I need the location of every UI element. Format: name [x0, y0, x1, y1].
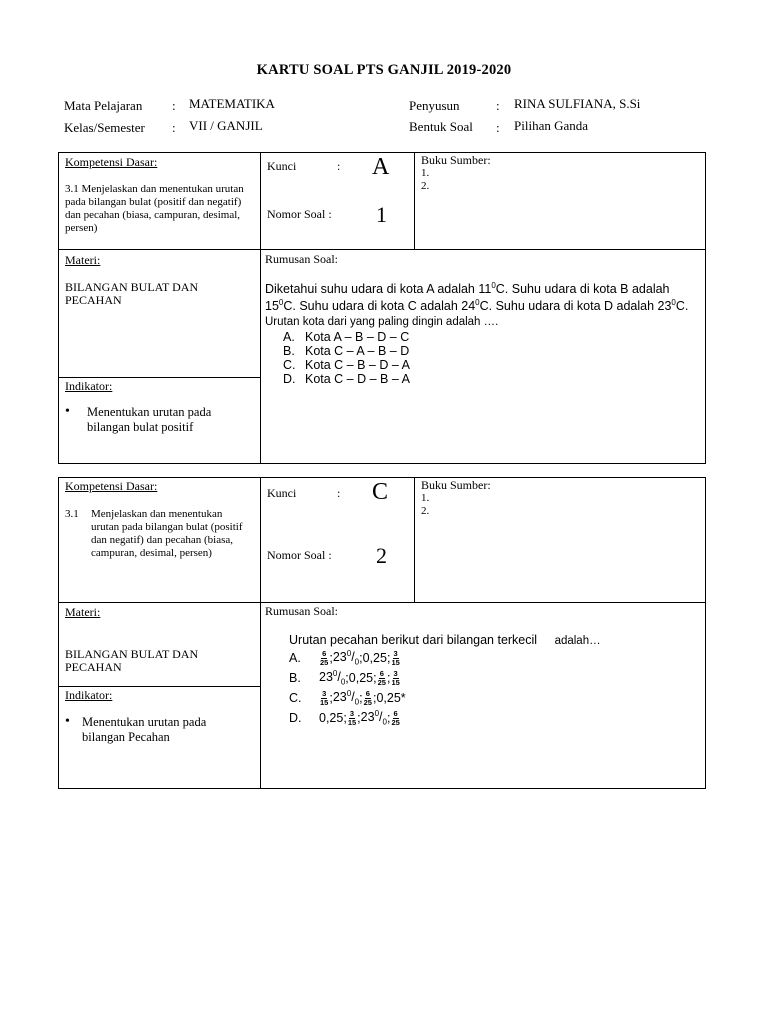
indikator-text: Menentukan urutan pada bilangan Pecahan — [82, 715, 207, 744]
indikator-item — [65, 405, 255, 435]
option-letter: C. — [289, 691, 302, 705]
fraction: $\frac{6}{25}$ — [320, 648, 329, 667]
option-c — [289, 688, 701, 708]
decimal-value: 0,25 — [362, 651, 387, 665]
separator: ; — [386, 651, 391, 665]
question-part: Diketahui suhu udara di kota A adalah 11 — [265, 282, 492, 297]
bentuk-colon: : — [496, 120, 500, 135]
kompetensi-dasar-cell — [65, 155, 255, 235]
question-tail: Urutan kota dari yang paling dingin adalah …. — [265, 316, 499, 329]
option-text: Kota C – A – B – D — [305, 344, 410, 359]
option-d — [283, 372, 701, 386]
rumusan-soal-cell — [265, 252, 701, 386]
penyusun-value: RINA SULFIANA, S.Si — [514, 96, 641, 111]
materi-text: BILANGAN BULAT DAN PECAHAN — [65, 647, 199, 674]
fraction: $\frac{6}{25}$ — [363, 688, 372, 707]
answer-mark: * — [400, 691, 406, 705]
options-list — [289, 648, 701, 728]
buku-sumber-cell — [421, 479, 701, 518]
kelas-label: Kelas/Semester — [64, 120, 145, 135]
question-card-1 — [58, 152, 706, 464]
kunci-value: C — [372, 479, 389, 505]
fraction: $\frac{3}{15}$ — [347, 708, 357, 727]
nomor-soal-value: 2 — [376, 543, 387, 568]
kelas-value: VII / GANJIL — [189, 118, 263, 133]
indikator-cell — [65, 688, 255, 745]
degree-sup: 0 — [491, 281, 496, 290]
question-main: Urutan pecahan berikut dari bilangan terkecil — [289, 633, 538, 647]
meta-block — [64, 96, 704, 136]
degree-sup: 0 — [475, 298, 480, 308]
page-title: KARTU SOAL PTS GANJIL 2019-2020 — [256, 62, 512, 78]
bullet-icon: • — [65, 404, 70, 419]
bentuk-label: Bentuk Soal — [409, 119, 473, 134]
kelas-colon: : — [172, 120, 176, 135]
kompetensi-dasar-cell — [65, 479, 255, 560]
decimal-value: 0,25 — [348, 671, 374, 685]
kompetensi-dasar-heading: Kompetensi Dasar: — [65, 479, 158, 493]
percent-value: $23^0/_0$ — [319, 669, 346, 687]
nomor-soal-value: 1 — [376, 202, 387, 227]
nomor-soal-label: Nomor Soal : — [267, 207, 332, 221]
option-letter: B. — [289, 671, 301, 685]
kompetensi-dasar-heading: Kompetensi Dasar: — [65, 155, 158, 169]
kd-description: Menjelaskan dan menentukan urutan pada bilangan bulat (positif dan negatif) dan pecahan (biasa, campuran, desimal, persen) — [91, 508, 243, 559]
question-text — [265, 279, 701, 329]
materi-heading: Materi: — [65, 253, 101, 267]
fraction: $\frac{3}{15}$ — [320, 688, 329, 707]
question-part: C. Suhu udara di kota C adalah 24 — [283, 299, 476, 314]
question-part: C. Suhu udara di kota D adalah 23 — [479, 299, 672, 314]
percent-value: $23^0/_0$ — [332, 649, 360, 667]
buku-sumber-item: 1. — [421, 492, 430, 504]
separator: ; — [345, 671, 349, 685]
question-card-2 — [58, 477, 706, 789]
option-b — [289, 668, 701, 688]
penyusun-label: Penyusun — [409, 98, 460, 113]
question-part: C. — [675, 299, 689, 314]
option-text: Kota A – B – D – C — [305, 330, 410, 345]
kunci-label: Kunci — [267, 486, 297, 500]
buku-sumber-item: 2. — [421, 180, 430, 192]
materi-cell — [65, 253, 255, 307]
separator: ; — [372, 691, 377, 705]
kunci-colon: : — [337, 486, 341, 500]
option-a — [283, 330, 701, 344]
kunci-label: Kunci — [267, 159, 297, 173]
option-letter: D. — [283, 372, 296, 387]
rumusan-soal-heading: Rumusan Soal: — [265, 604, 339, 618]
kunci-colon: : — [337, 159, 341, 173]
option-a — [289, 648, 701, 668]
separator: ; — [343, 711, 347, 725]
kd-number: 3.1 — [65, 508, 79, 520]
bullet-icon: • — [65, 714, 70, 729]
indikator-heading: Indikator: — [65, 688, 113, 702]
rumusan-soal-heading: Rumusan Soal: — [265, 252, 339, 266]
question-tail: adalah… — [554, 635, 601, 647]
options-list — [283, 330, 701, 386]
question-text — [289, 633, 701, 647]
buku-sumber-item: 1. — [421, 167, 430, 179]
separator: ; — [357, 711, 361, 725]
mapel-label: Mata Pelajaran — [64, 98, 143, 113]
option-text: Kota C – D – B – A — [305, 372, 410, 387]
option-letter: A. — [289, 651, 301, 665]
option-d — [289, 708, 701, 728]
option-letter: D. — [289, 711, 302, 725]
degree-sup: 0 — [671, 298, 676, 308]
option-letter: A. — [283, 330, 295, 345]
fraction: $\frac{6}{25}$ — [391, 708, 400, 727]
separator: ; — [386, 671, 391, 685]
kunci-value: A — [372, 154, 390, 180]
mapel-value: MATEMATIKA — [189, 96, 275, 111]
kompetensi-dasar-text: 3.1 Menjelaskan dan menentukan urutan pada bilangan bulat (positif dan negatif) dan pecahan (biasa, campuran, desimal, persen) — [65, 183, 244, 234]
option-c — [283, 358, 701, 372]
separator: ; — [359, 691, 363, 705]
option-b — [283, 344, 701, 358]
separator: ; — [386, 711, 391, 725]
indikator-cell — [65, 379, 255, 435]
kunci-cell — [267, 153, 412, 248]
buku-sumber-cell — [421, 154, 701, 193]
separator: ; — [359, 651, 363, 665]
separator: ; — [329, 651, 333, 665]
kompetensi-dasar-text — [65, 508, 255, 560]
separator: ; — [373, 671, 377, 685]
materi-cell — [65, 605, 255, 674]
indikator-text: Menentukan urutan pada bilangan bulat positif — [87, 405, 212, 434]
fraction: $\frac{6}{25}$ — [377, 668, 386, 687]
option-text: Kota C – B – D – A — [305, 358, 410, 373]
percent-value: $23^0/_0$ — [332, 689, 360, 707]
decimal-value: 0,25 — [376, 691, 401, 705]
fraction: $\frac{3}{15}$ — [391, 668, 400, 687]
option-letter: B. — [283, 344, 295, 359]
percent-value: $23^0/_0$ — [360, 709, 387, 727]
question-part: C. Suhu udara di kota B adalah 15 — [265, 282, 670, 314]
buku-sumber-heading: Buku Sumber: — [421, 153, 491, 167]
buku-sumber-item: 2. — [421, 505, 430, 517]
indikator-heading: Indikator: — [65, 379, 113, 393]
indikator-item — [65, 715, 255, 745]
fraction: $\frac{3}{15}$ — [391, 648, 400, 667]
buku-sumber-heading: Buku Sumber: — [421, 478, 491, 492]
decimal-value: 0,25 — [319, 711, 344, 725]
bentuk-value: Pilihan Ganda — [514, 118, 589, 133]
rumusan-soal-cell — [265, 604, 701, 728]
mapel-colon: : — [172, 98, 176, 113]
nomor-soal-label: Nomor Soal : — [267, 548, 332, 562]
kunci-cell — [267, 478, 412, 601]
materi-heading: Materi: — [65, 605, 101, 619]
materi-text: BILANGAN BULAT DAN PECAHAN — [65, 280, 199, 307]
degree-sup: 0 — [278, 298, 284, 308]
separator: ; — [329, 691, 333, 705]
option-letter: C. — [283, 358, 296, 373]
penyusun-colon: : — [496, 98, 500, 113]
